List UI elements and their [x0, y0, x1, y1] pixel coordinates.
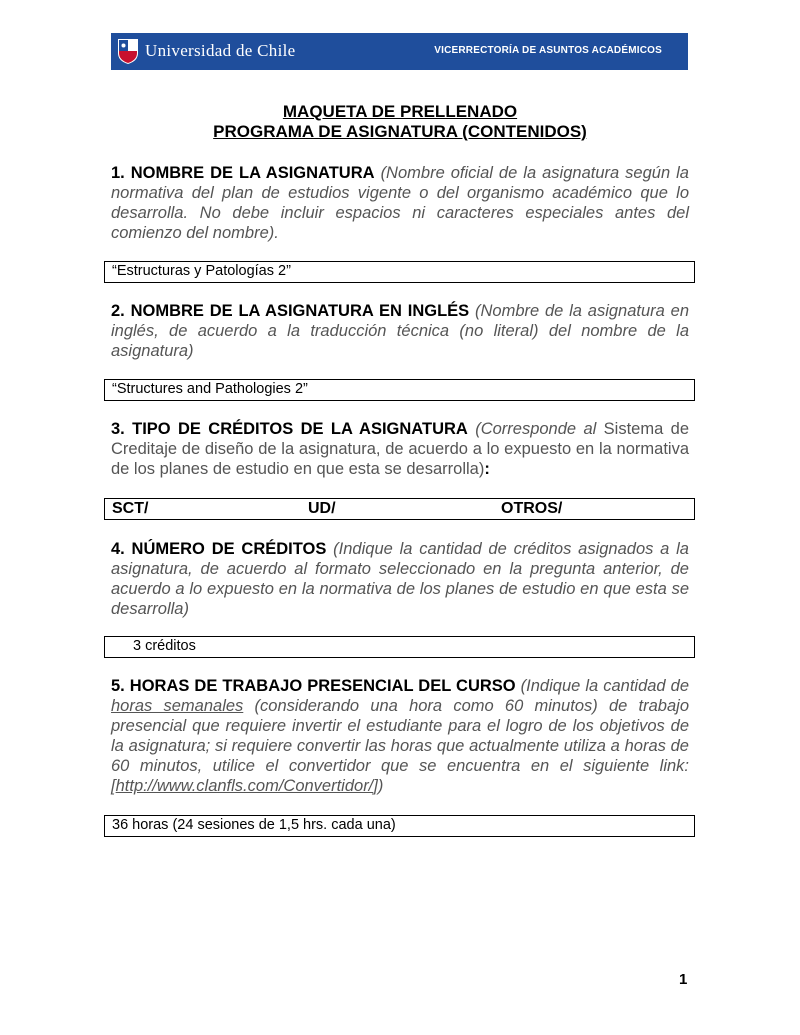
section-1-description: (Nombre oficial de la asignatura según la normativa del plan de estudios vigente o del organismo académico que lo desarrolla. No debe incluir espacios ni caracteres especiales antes del comienzo del nombre).: [111, 164, 689, 242]
section-3-description: Sistema de Creditaje de diseño de la asignatura, de acuerdo a lo expuesto en la normativa de los planes de estudio en que esta se desarrolla): [111, 420, 689, 478]
contact-hours-field[interactable]: 36 horas (24 sesiones de 1,5 hrs. cada una): [104, 815, 695, 837]
section-4-heading: 4. NÚMERO DE CRÉDITOS: [111, 540, 327, 558]
section-5-description-a: (Indique la cantidad de: [515, 677, 689, 695]
university-name: Universidad de Chile: [145, 41, 296, 60]
section-3-colon: :: [484, 460, 490, 478]
page-title-line1: MAQUETA DE PRELLENADO: [282, 102, 518, 121]
section-3-description-italic: (Corresponde al: [467, 420, 604, 438]
page-number: 1: [679, 971, 688, 988]
credit-option-sct[interactable]: SCT/: [112, 500, 149, 517]
department-name: VICERRECTORÍA DE ASUNTOS ACADÉMICOS: [434, 45, 662, 56]
course-name-english-field[interactable]: “Structures and Pathologies 2”: [104, 379, 695, 401]
section-4-instructions: [111, 539, 689, 619]
credit-type-field[interactable]: [104, 498, 695, 520]
section-2-description: (Nombre de la asignatura en inglés, de acuerdo a la traducción técnica (no literal) del nombre de la asignatura): [111, 302, 690, 360]
section-4-description: (Indique la cantidad de créditos asignados a la asignatura, de acuerdo al formato seleccionado en la pregunta anterior, de acuerdo a lo expuesto en la normativa de los planes de estudio en que esta se desarrolla): [111, 540, 689, 618]
page-title-line2: PROGRAMA DE ASIGNATURA (CONTENIDOS): [213, 122, 587, 141]
section-5-description-c: ]): [373, 777, 384, 795]
credit-option-ud[interactable]: UD/: [308, 500, 336, 517]
section-3-heading: 3. TIPO DE CRÉDITOS DE LA ASIGNATURA: [111, 420, 468, 438]
credit-option-otros[interactable]: OTROS/: [501, 500, 563, 517]
section-1-instructions: [111, 163, 689, 243]
credits-number-field[interactable]: 3 créditos: [104, 636, 695, 658]
section-5-heading: 5. HORAS DE TRABAJO PRESENCIAL DEL CURSO: [111, 677, 516, 695]
section-1-heading: 1. NOMBRE DE LA ASIGNATURA: [111, 164, 375, 182]
section-5-description-b: (considerando una hora como 60 minutos) de trabajo presencial que requiere invertir el estudiante para el logro de los objetivos de la asignatura; si requiere convertir las horas que actualmente utiliza a horas de 60 minutos, utilice el convertidor que se encuentra en el siguiente link: [: [111, 697, 689, 795]
section-5-weekly-hours: horas semanales: [111, 697, 244, 715]
section-2-heading: 2. NOMBRE DE LA ASIGNATURA EN INGLÉS: [111, 302, 470, 320]
course-name-field[interactable]: “Estructuras y Patologías 2”: [104, 261, 695, 283]
header-banner: [111, 33, 688, 70]
converter-link[interactable]: http://www.clanfls.com/Convertidor/: [115, 777, 374, 795]
section-2-instructions: [111, 301, 689, 361]
section-5-instructions: [111, 676, 689, 796]
section-3-instructions: [111, 419, 689, 479]
university-crest-icon: [117, 38, 139, 65]
